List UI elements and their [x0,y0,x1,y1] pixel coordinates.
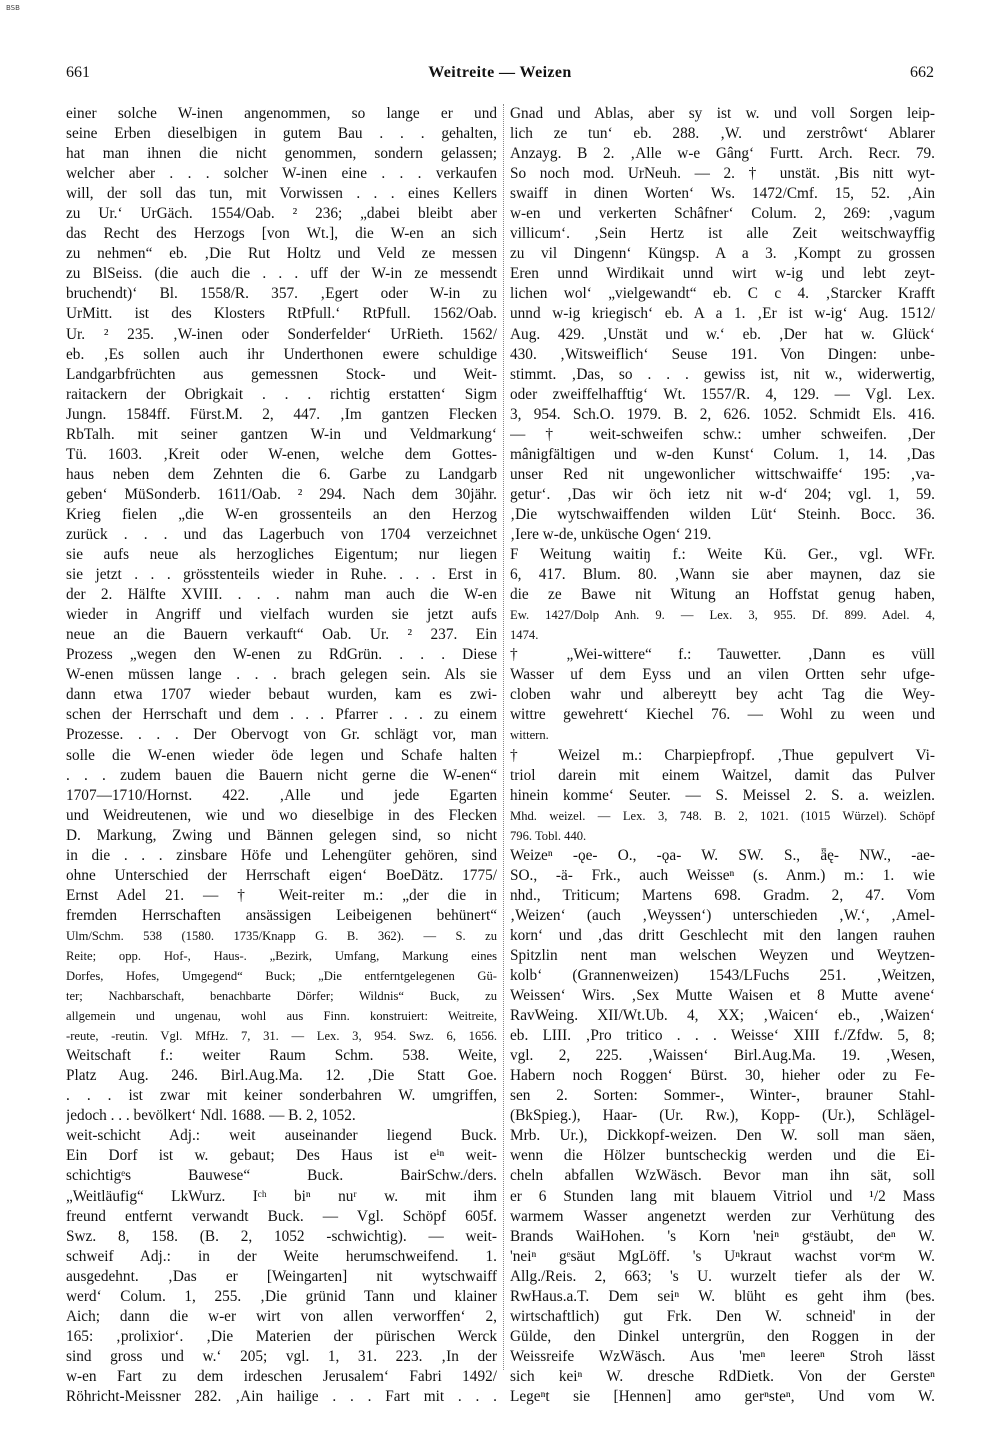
text-line: hat man ihnen die nicht genommen, sondern gelassen; [66,145,497,163]
text-line: Ein Dorf ist w. gebaut; Des Haus ist eⁱⁿ weit- [66,1147,497,1165]
text-line: sich keiⁿ W. dresche RdDietk. Von der Gersteⁿ [510,1367,935,1385]
text-line: das Recht des Herzogs [von Wt.], die W-en an sich [66,225,497,243]
text-line: W-enen müssen lange . . . brach gelegen sein. Als sie [66,666,497,684]
text-line: die ze Bawe nit Witung an Hoffstat genug haben, [510,586,935,604]
text-line: Mrb. Ur.), Dickkopf-weizen. Den W. soll man säen, [510,1127,935,1145]
text-line: D. Markung, Zwing und Bännen gelegen sind, so nicht [66,826,497,844]
text-line: w-en und verkerten Schâfner‘ Colum. 2, 269: ‚vagum [510,205,935,223]
text-line: Ew. 1427/Dolp Anh. 9. — Lex. 3, 955. Df. 899. Adel. 4, [510,608,935,623]
text-line: schen der Herrschaft und dem . . . Pfarrer . . . zu einem [66,706,497,724]
text-line: lich ze tun‘ eb. 288. ‚W. und zerstrôwt‘ Ablarer [510,125,935,143]
text-line: ter; Nachbarschaft, benachbarte Dörfer; Wildnis“ Buck, zu [66,989,497,1004]
text-line: Weissreife WzWäsch. Aus 'meⁿ leereⁿ Stroh lässt [510,1347,935,1365]
text-line: (BkSpieg.), Haar- (Ur. Rw.), Kopp- (Ur.), Schlägel- [510,1107,935,1125]
text-line: sind gross und w.‘ 205; vgl. 1, 31. 223. ‚In der [66,1347,497,1365]
text-line: Gülde, den Dinkel untergrün, den Roggen in der [510,1327,935,1345]
page-number-left: 661 [66,64,90,81]
text-line: . . . zudem bauen die Bauern nicht gerne die W-enen“ [66,766,497,784]
text-line: lichen wol‘ „vielgewandt“ eb. C c 4. ‚Starcker Krafft [510,285,935,303]
text-line: einer solche W-inen angenommen, so lange er und [66,105,497,122]
text-line: Ulm/Schm. 538 (1580. 1735/Knapp G. B. 362). — S. zu [66,928,497,943]
text-line: bruchendt)‘ Bl. 1558/R. 357. ‚Egert oder W-in zu [66,285,497,303]
text-line: Spitzlin nent man welschen Weyzen und Weytzen- [510,946,935,964]
text-line: 'neiⁿ gᵉsäut MgLöff. 's Uⁿkraut wachst vorᵉm W. [510,1247,935,1265]
text-line: SO., -ä- Frk., auch Weisseⁿ (s. Anm.) m.: 1. wie [510,866,935,884]
text-line: freund entfernt verwandt Buck. — Vgl. Schöpf 605f. [66,1207,497,1225]
text-line: fremden Herrschaften ansässigen Leibeigenen behünert“ [66,906,497,924]
text-line: geben‘ MüSonderb. 1611/Oab. ² 294. Nach dem 30jähr. [66,485,497,503]
text-line: w-en Fart zu dem irdeschen Jerusalem‘ Fabri 1492/ [66,1367,497,1385]
text-line: haus neben dem Zehnten die 6. Garbe zu Landgarb [66,465,497,483]
text-line: So noch mod. UrNeuh. — 2. † unstät. ‚Bis nitt wyt- [510,165,935,183]
text-line: zurück . . . und das Lagerbuch von 1704 verzeichnet [66,525,497,543]
text-line: unnd w-ig kriegisch‘ eb. A a 1. ‚Er ist w-ig‘ Aug. 1512/ [510,305,935,323]
text-line: ‚Weizen‘ (auch ‚Weyssen‘) unterschieden ‚W.‘, ‚Amel- [510,906,935,924]
text-line: Dorfes, Hofes, Umgegend“ Buck; „Die entferntgelegenen Gü- [66,969,497,984]
page-header [66,60,934,86]
text-line: zu vil Dingenn‘ Küngsp. A a 3. ‚Kompt zu grossen [510,245,935,263]
text-line: wieder in Angriff und vielfach wurden sie jetzt aufs [66,606,497,624]
text-line: zu nehmen“ eb. ‚Die Rut Holtz und Veld ze messen [66,245,497,263]
text-line: Weitschaft f.: weiter Raum Schm. 538. Weite, [66,1047,497,1065]
text-line: will, der soll das tun, mit Vorwissen . . . eines Kellers [66,185,497,203]
text-line: Reite; opp. Hof-, Haus-. „Bezirk, Umfang, Markung eines [66,948,497,963]
text-line: cheln abfallen WzWäsch. Bevor man ihn sät, soll [510,1167,935,1185]
text-line: ohne Unterschied der Herrschaft eigen‘ BoeDätz. 1775/ [66,866,497,884]
text-line: Krieg fielen „die W-en grossenteils an den Herzog [66,505,497,523]
text-line: er 6 Stunden lang mit blauem Vitriol und ¹/2 Mass [510,1187,935,1205]
text-line: 796. Tobl. 440. [510,828,587,843]
text-line: getur‘. ‚Das wir öch ietz nit w-d‘ 204; vgl. 1, 59. [510,485,935,503]
text-line: Wasser uf dem Eyss und an vilen Ortten sehr ufge- [510,666,935,684]
text-line: 3, 954. Sch.O. 1979. B. 2, 626. 1052. Schmidt Els. 416. [510,405,935,423]
text-line: jedoch . . . bevölkert‘ Ndl. 1688. — B. 2, 1052. [66,1107,356,1125]
text-line: dann etwa 1707 wieder bebaut wurden, kam es zwi- [66,686,497,704]
text-line: triol darein mit einem Waitzel, damit das Pulver [510,766,935,784]
text-line: hinein komme‘ Seuter. — S. Meissel 2. S. a. weizlen. [510,786,935,804]
left-text-column [66,104,497,1407]
text-line: wenn die Hölzer buntscheckig werden und die Ei- [510,1147,935,1165]
text-line: Tü. 1603. ‚Kreit oder W-enen, welche dem Gottes- [66,445,497,463]
text-line: „Weitläufig“ LkWurz. Iᶜʰ biⁿ nuʳ w. mit ihm [66,1187,497,1205]
text-line: Allg./Reis. 2, 663; 's U. wurzelt tiefer als der W. [510,1267,935,1285]
text-line: Weissen‘ Wirs. ‚Sex Mutte Waisen et 8 Mutte avene‘ [510,987,935,1005]
text-line: sie jetzt . . . grösstenteils wieder in Ruhe. . . . Erst in [66,566,497,584]
text-line: RbTalh. mit seiner gantzen W-in und Veldmarkung‘ [66,425,497,443]
running-title: Weitreite — Weizen [428,64,572,81]
text-line: ‚Die wytschwaiffenden wilden Lüt‘ Steinh. Bocc. 36. [510,505,935,523]
text-line: korn‘ und ‚das dritt Geschlecht mit den langen rauhen [510,926,935,944]
text-line: raitackern der Obrigkait . . . richtig erstatten‘ Sigm [66,385,497,403]
text-line: — † weit-schweifen schw.: umher schweifen. ‚Der [510,425,935,443]
text-line: zu BlSeiss. (die auch die . . . uff der W-in ze messendt [66,265,497,283]
text-line: unser Red nit ungewonlicher wittschwaiffe‘ 195: ‚va- [510,465,935,483]
text-line: kolb‘ (Grannenweizen) 1543/LFuchs 251. ‚Weitzen, [510,967,935,985]
text-line: stimmt. ‚Das, so . . . gewiss ist, nit w., widerwertig, [510,365,935,383]
text-line: Habern noch Roggen‘ Bürst. 30, hieher oder zu Fe- [510,1067,935,1085]
text-line: sie aufs neue als herzogliches Eigentum; nur liegen [66,546,497,564]
text-line: schweif Adj.: in der Weite herumschweifend. 1. [66,1247,497,1265]
text-line: seine Erben dieselbigen in gutem Bau . . . gehalten, [66,125,497,143]
text-line: vgl. 2, 225. ‚Waissen‘ Birl.Aug.Ma. 19. ‚Wesen, [510,1047,935,1065]
text-line: oder zweiffelhafftig‘ Wt. 1557/R. 4, 129. — Vgl. Lex. [510,385,935,403]
text-line: eb. LIII. ‚Pro tritico . . . Weisse‘ XIII f./Zfdw. 5, 8; [510,1027,935,1045]
text-line: Jungn. 1584ff. Fürst.M. 2, 447. ‚Im gantzen Flecken [66,405,497,423]
text-line: UrMitt. ist des Klosters RtPfull.‘ RtPfull. 1562/Oab. [66,305,497,323]
text-line: 6, 417. Blum. 80. ‚Wann sie aber maynen, daz sie [510,566,935,584]
text-line: Brands WaiHohen. 's Korn 'neiⁿ gᵉstäubt, deⁿ W. [510,1227,935,1245]
text-line: Weizeⁿ -ǫe- O., -ǫa- W. SW. S., ǟę- NW., -ae- [510,846,935,864]
text-line: RavWeing. XII/Wt.Ub. 4, XX; ‚Waicen‘ eb., ‚Waizen‘ [510,1007,935,1025]
text-line: Ur. ² 235. ‚W-inen oder Sonderfelder‘ UrRieth. 1562/ [66,325,497,343]
text-line: † „Wei-wittere“ f.: Tauwetter. ‚Dann es vüll [510,646,935,664]
text-line: 165: ‚prolixior‘. ‚Die Materien der pürischen Werck [66,1327,497,1345]
text-line: Landgarbfrüchten aus gemessnen Stock- und Weit- [66,365,497,383]
text-line: allgemein und ungenau, wohl aus Finn. konstruiert: Weitreite, [66,1009,497,1024]
text-line: swaiff in dinen Worten‘ Ws. 1472/Cmf. 15, 52. ‚Ain [510,185,935,203]
text-line: eb. ‚Es sollen auch ihr Underthonen ewere schuldige [66,345,497,363]
text-line: der 2. Hälfte XVIII. . . . nahm man auch die W-en [66,586,497,604]
text-line: und Weidreutenen, wie und wo dieselbige in des Flecken [66,806,497,824]
text-line: zu Ur.‘ UrGäch. 1554/Oab. ² 236; „dabei bleibt aber [66,205,497,223]
text-line: in die . . . zinsbare Höfe und Lehengüter gehören, sind [66,846,497,864]
text-line: welcher aber . . . solcher W-inen eine . . . verkaufen [66,165,497,183]
text-line: F Weitung waitiŋ f.: Weite Kü. Ger., vgl. WFr. [510,546,935,564]
text-line: Röhricht-Meissner 282. ‚Ain hailige . . . Fart mit . . . [66,1388,497,1405]
library-corner-mark: BSB [6,4,20,12]
column-divider [503,104,504,1370]
text-line: Aich; dann die w-er wirt von allen verworffen‘ 2, [66,1307,497,1325]
text-line: villicum‘. ‚Sein Hertz ist alle Zeit weitschwayffig [510,225,935,243]
text-line: Prozess „wegen den W-enen zu RdGrün. . . . Diese [66,646,497,664]
text-line: sen 2. Sorten: Sommer-, Winter-, brauner Stahl- [510,1087,935,1105]
text-line: . . . ist zwar mit keiner sonderbahren W. umgriffen, [66,1087,497,1105]
text-line: weit-schicht Adj.: weit auseinander liegend Buck. [66,1127,497,1145]
text-line: werd‘ Colum. 1, 255. ‚Die grünid Tann und klainer [66,1287,497,1305]
text-line: warmem Wasser angenetzt werden zur Verhütung des [510,1207,935,1225]
text-line: wittre gewehrett‘ Kiechel 76. — Wohl zu ween und [510,706,935,724]
text-line: nhd., Triticum; Martens 698. Gradm. 2, 47. Vom [510,886,935,904]
text-line: Aug. 429. ‚Unstät und w.‘ eb. ‚Der hat w. Glück‘ [510,325,935,343]
text-line: 1707—1710/Hornst. 422. ‚Alle und jede Egarten [66,786,497,804]
text-line: cloben wahr und albereytt bey acht Tag die Wey- [510,686,935,704]
text-line: Gnad und Ablas, aber sy ist w. und voll Sorgen leip- [510,105,935,122]
page-number-right: 662 [910,64,934,81]
text-line: solle die W-enen wieder öde legen und Schafe halten [66,746,497,764]
text-line: -reute, -reutin. Vgl. MfHz. 7, 31. — Lex. 3, 954. Swz. 6, 1656. [66,1029,497,1044]
text-line: neue an die Bauern verkauft“ Oab. Ur. ² 237. Ein [66,626,497,644]
text-line: ‚Iere w-de, unküsche Ogen‘ 219. [510,525,712,543]
text-line: Mhd. weizel. — Lex. 3, 748. B. 2, 1021. (1015 Würzel). Schöpf [510,808,935,823]
text-line: Eren unnd Wirdikait unnd wirt w-ig und lebt zeyt- [510,265,935,283]
text-line: RwHaus.a.T. Dem seiⁿ W. blüht es geht ihm (bes. [510,1287,935,1305]
text-line: mânigfältigen und w-den Kunst‘ Colum. 1, 14. ‚Das [510,445,935,463]
text-line: Swz. 8, 158. (B. 2, 1052 -schwichtig). — weit- [66,1227,497,1245]
text-line: 1474. [510,628,539,643]
text-line: Prozesse. . . . Der Obervogt von Gr. schlägt vor, man [66,726,497,744]
text-line: Ernst Adel 21. — † Weit-reiter m.: „der die in [66,886,497,904]
text-line: schichtigᵉs Bauwese“ Buck. BairSchw./ders. [66,1167,497,1185]
text-line: Platz Aug. 246. Birl.Aug.Ma. 12. ‚Die Statt Goe. [66,1067,497,1085]
text-line: ausgedehnt. ‚Das er [Weingarten] nit wytschwaiff [66,1267,497,1285]
text-line: wirtschaftlich) gut Frk. Den W. schneid' in der [510,1307,935,1325]
right-text-column [510,104,935,1407]
text-line: Legeⁿt sie [Hennen] amo gerⁿsteⁿ, Und vom W. [510,1388,935,1405]
text-line: † Weizel m.: Charpiepfropf. ‚Thue gepulvert Vi- [510,746,935,764]
text-line: wittern. [510,728,549,743]
text-line: 430. ‚Witsweiflich‘ Seuse 191. Von Dingen: unbe- [510,345,935,363]
text-line: Anzayg. B 2. ‚Alle w-e Gâng‘ Furtt. Arch. Recr. 79. [510,145,935,163]
